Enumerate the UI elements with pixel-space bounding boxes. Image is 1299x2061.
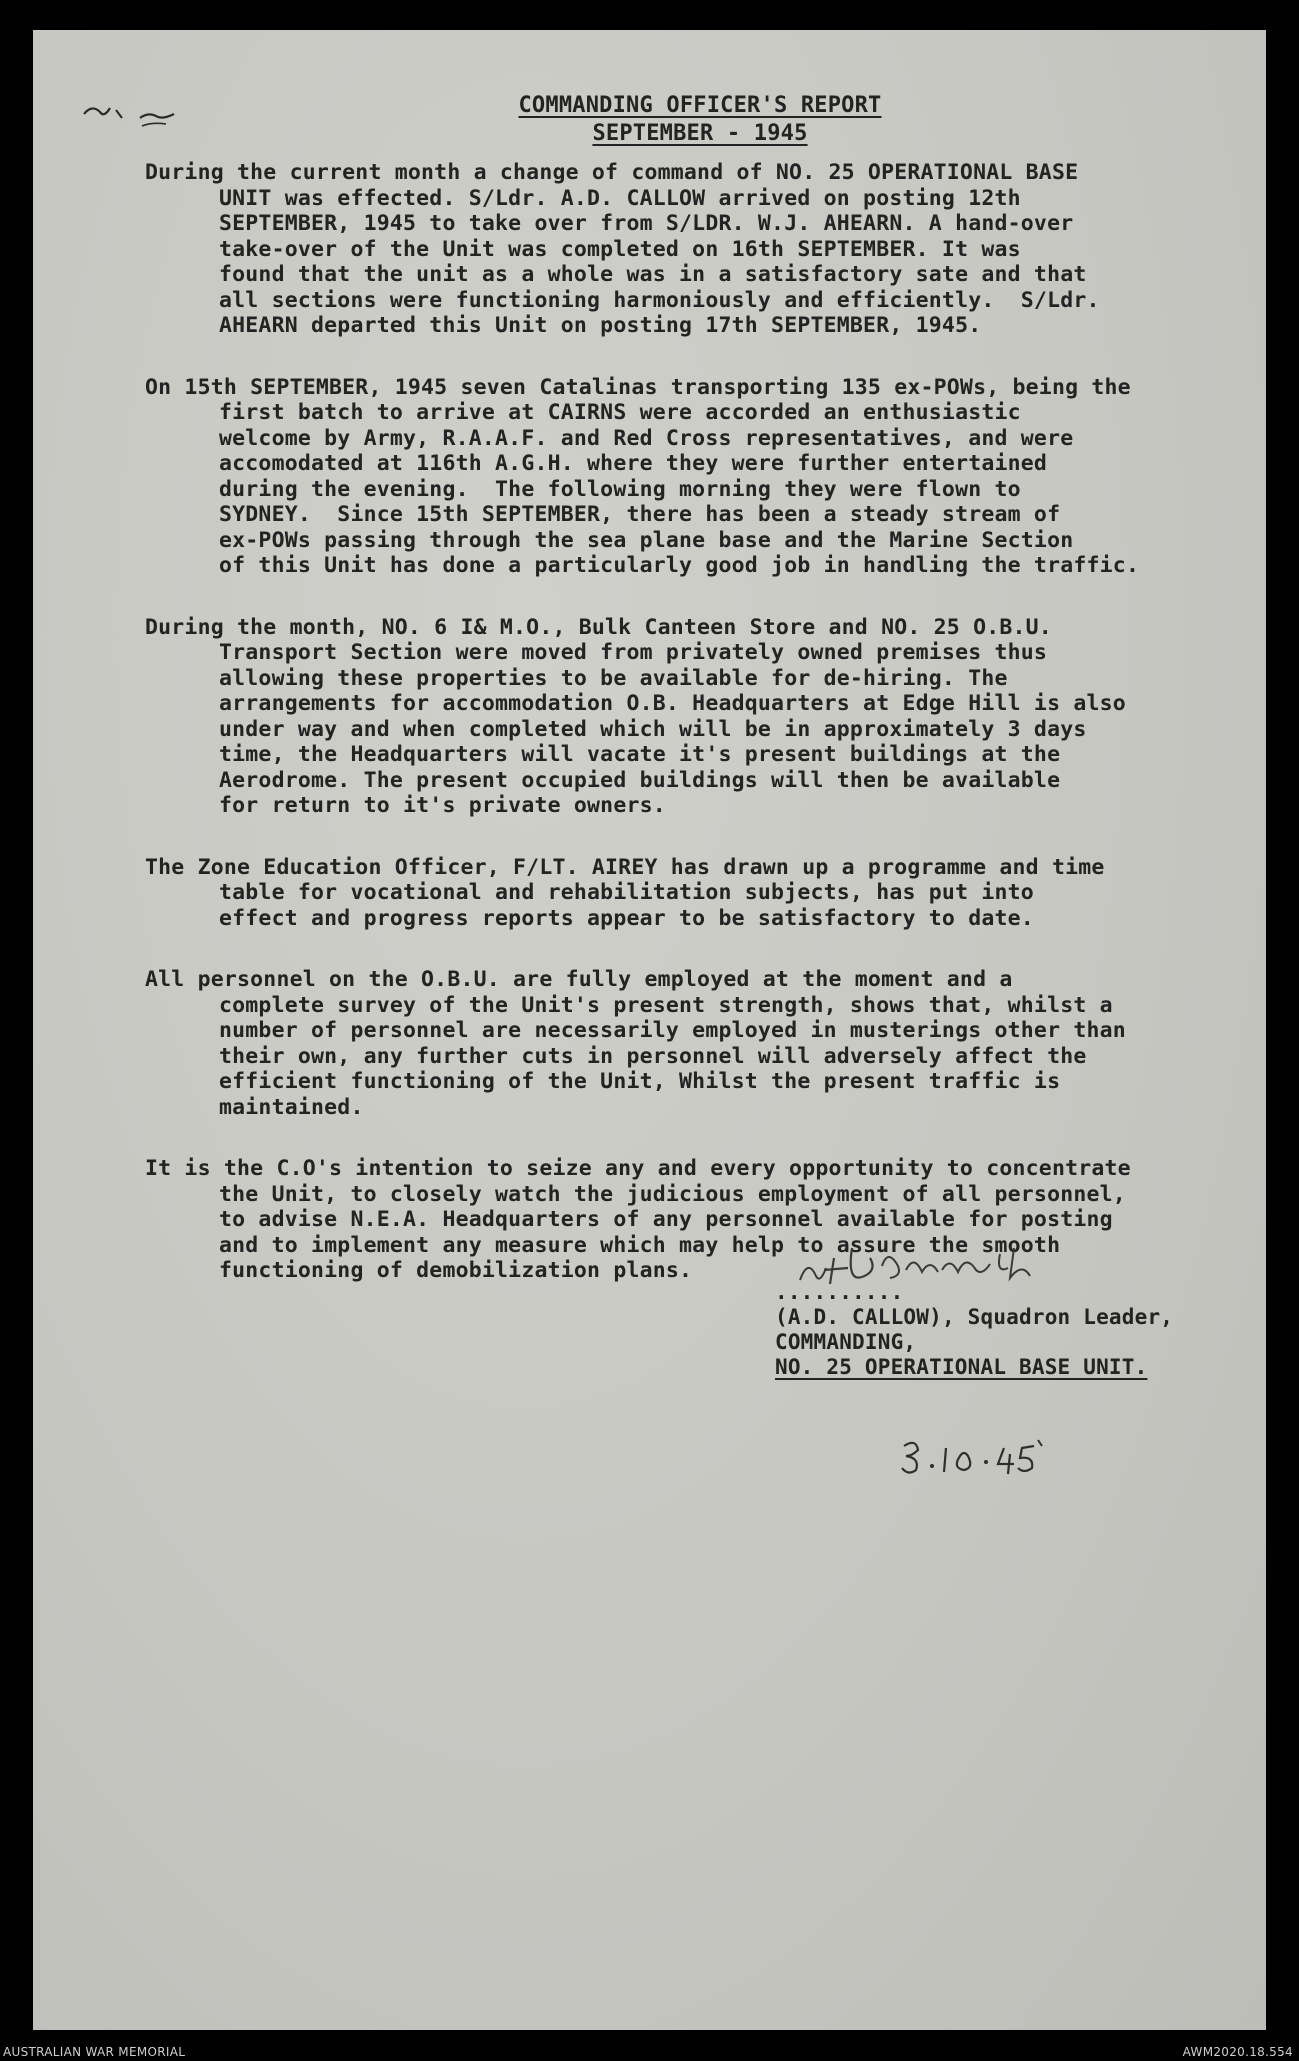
paragraph-line: found that the unit as a whole was in a satisfactory sate and that	[219, 262, 1087, 287]
paragraph-line: complete survey of the Unit's present strength, shows that, whilst a	[219, 992, 1113, 1018]
paragraph-line: The Zone Education Officer, F/LT. AIREY has drawn up a programme and time	[145, 854, 1105, 880]
report-header	[470, 92, 930, 148]
paragraph-line: It is the C.O's intention to seize any and every opportunity to concentrate	[145, 1156, 1131, 1181]
paragraph-line: of this Unit has done a particularly good job in handling the traffic.	[219, 553, 1140, 578]
paragraph-line: during the evening. The following morning they were flown to	[219, 476, 1021, 502]
paragraph-line: their own, any further cuts in personnel will adversely affect the	[219, 1043, 1087, 1069]
marginal-pen-mark	[82, 96, 182, 136]
report-paragraph	[145, 967, 1265, 1120]
paragraph-line: table for vocational and rehabilitation subjects, has put into	[219, 880, 1034, 905]
handwritten-date	[898, 1432, 1098, 1482]
paragraph-line: SYDNEY. Since 15th SEPTEMBER, there has been a steady stream of	[219, 502, 1061, 527]
report-month: SEPTEMBER - 1945	[592, 121, 808, 146]
paragraph-line: On 15th SEPTEMBER, 1945 seven Catalinas transporting 135 ex-POWs, being the	[145, 374, 1131, 400]
paragraph-line: arrangements for accommodation O.B. Headquarters at Edge Hill is also	[219, 691, 1126, 716]
paragraph-line: Transport Section were moved from privately owned premises thus	[219, 640, 1048, 665]
signature-block	[775, 1280, 1235, 1380]
paragraph-line: Aerodrome. The present occupied buildings will then be available	[219, 767, 1061, 793]
footer-archive-name: AUSTRALIAN WAR MEMORIAL	[3, 2045, 186, 2059]
paragraph-line: the Unit, to closely watch the judicious employment of all personnel,	[219, 1181, 1126, 1207]
paragraph-line: During the current month a change of command of NO. 25 OPERATIONAL BASE	[145, 160, 1079, 185]
signatory-name: (A.D. CALLOW), Squadron Leader,	[775, 1305, 1174, 1329]
paragraph-line: All personnel on the O.B.U. are fully employed at the moment and a	[145, 967, 1013, 992]
signature-dots: ..........	[775, 1280, 904, 1304]
paragraph-line: During the month, NO. 6 I& M.O., Bulk Canteen Store and NO. 25 O.B.U.	[145, 614, 1052, 640]
paragraph-line: to advise N.E.A. Headquarters of any personnel available for posting	[219, 1207, 1113, 1232]
paragraph-line: maintained.	[219, 1094, 364, 1120]
signatory-role: COMMANDING,	[775, 1330, 917, 1354]
paragraph-line: functioning of demobilization plans.	[219, 1258, 693, 1283]
signatory-unit: NO. 25 OPERATIONAL BASE UNIT.	[775, 1355, 1148, 1379]
footer-reference-number: AWM2020.18.554	[1182, 2045, 1293, 2059]
paragraph-line: accomodated at 116th A.G.H. where they were further entertained	[219, 451, 1048, 476]
report-paragraph	[145, 1156, 1265, 1284]
paragraph-line: SEPTEMBER, 1945 to take over from S/LDR. W.J. AHEARN. A hand-over	[219, 211, 1074, 236]
paragraph-line: allowing these properties to be available for de-hiring. The	[219, 665, 1008, 691]
report-paragraph	[145, 615, 1265, 819]
paragraph-line: time, the Headquarters will vacate it's present buildings at the	[219, 742, 1061, 767]
report-paragraph	[145, 160, 1265, 339]
paragraph-line: UNIT was effected. S/Ldr. A.D. CALLOW arrived on posting 12th	[219, 185, 1021, 211]
paragraph-line: for return to it's private owners.	[219, 793, 666, 818]
paragraph-line: ex-POWs passing through the sea plane base and the Marine Section	[219, 527, 1074, 553]
report-body	[145, 160, 1265, 1320]
paragraph-line: first batch to arrive at CAIRNS were accorded an enthusiastic	[219, 400, 1021, 425]
paragraph-line: AHEARN departed this Unit on posting 17th SEPTEMBER, 1945.	[219, 313, 982, 338]
paragraph-line: welcome by Army, R.A.A.F. and Red Cross representatives, and were	[219, 425, 1074, 451]
paragraph-line: efficient functioning of the Unit, Whilst the present traffic is	[219, 1069, 1061, 1094]
paragraph-line: take-over of the Unit was completed on 16th SEPTEMBER. It was	[219, 236, 1021, 262]
paragraph-line: number of personnel are necessarily employed in musterings other than	[219, 1018, 1126, 1043]
paragraph-line: all sections were functioning harmoniously and efficiently. S/Ldr.	[219, 287, 1100, 313]
paragraph-line: under way and when completed which will be in approximately 3 days	[219, 716, 1087, 742]
report-title: COMMANDING OFFICER'S REPORT	[518, 93, 882, 118]
report-paragraph	[145, 375, 1265, 579]
paragraph-line: effect and progress reports appear to be satisfactory to date.	[219, 905, 1034, 931]
paragraph-line: and to implement any measure which may help to assure the smooth	[219, 1232, 1061, 1258]
report-paragraph	[145, 855, 1265, 932]
